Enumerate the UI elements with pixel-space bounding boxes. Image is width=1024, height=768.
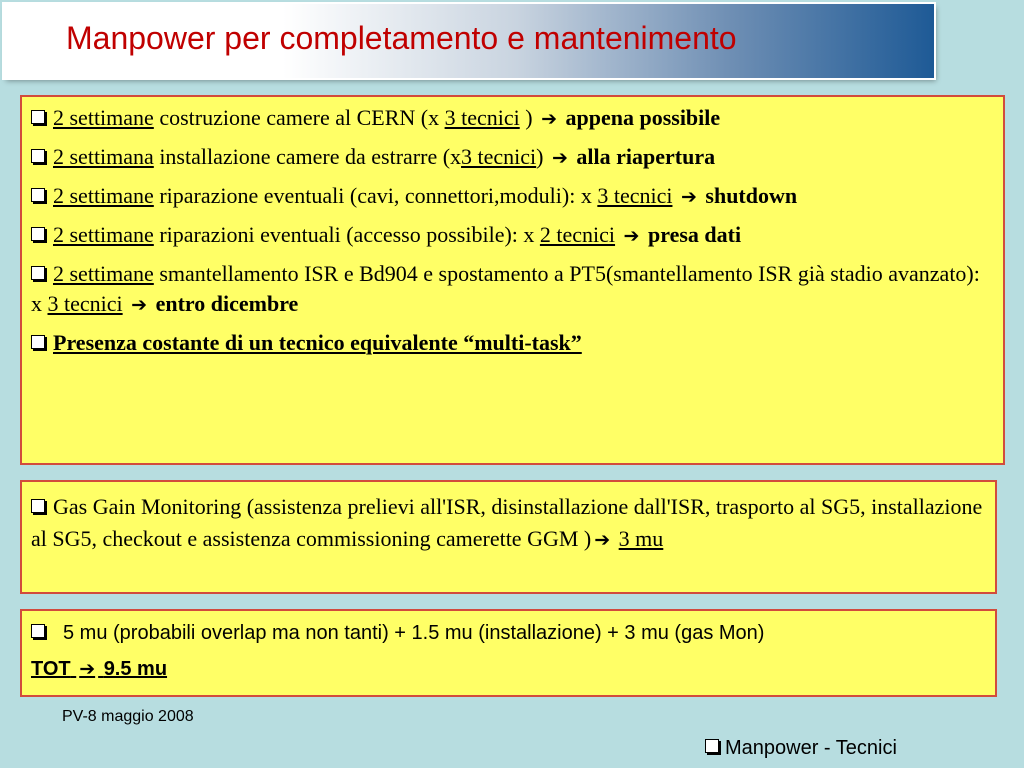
task-tail: ) — [536, 144, 544, 169]
task-technicians: 3 tecnici — [597, 183, 673, 208]
task-tail: ) — [525, 105, 533, 130]
task-period: 2 settimane — [53, 261, 154, 286]
total-label: TOT — [31, 658, 71, 680]
footer-section-label — [705, 737, 897, 760]
total-panel — [20, 609, 997, 697]
task-target: entro dicembre — [155, 291, 299, 316]
slide-title: Manpower per completamento e mantenimento — [66, 20, 737, 56]
task-technicians: 3 tecnici — [47, 291, 123, 316]
checkbox-bullet-icon — [31, 624, 45, 638]
right-arrow-icon: ➔ — [680, 186, 697, 208]
breakdown-text: 5 mu (probabili overlap ma non tanti) + 1.5 mu (installazione) + 3 mu (gas Mon) — [63, 622, 765, 644]
task-description: riparazioni eventuali (accesso possibile): x — [159, 222, 535, 247]
task-technicians: 2 tecnici — [539, 222, 616, 247]
right-arrow-icon: ➔ — [541, 108, 557, 130]
task-target: presa dati — [647, 222, 742, 247]
checkbox-bullet-icon — [31, 188, 45, 202]
task-technicians: 3 tecnici — [461, 144, 537, 169]
ggm-description: Gas Gain Monitoring (assistenza prelievi all'ISR, disinstallazione dall'ISR, trasporto al SG5, installazione al SG5, checkout e assistenza commissioning camerette GGM ) — [31, 494, 983, 551]
task-item-final — [31, 328, 993, 358]
footer-section-text: Manpower - Tecnici — [725, 737, 897, 759]
task-period: 2 settimane — [53, 222, 154, 247]
ggm-item — [31, 491, 985, 556]
total-value: 9.5 mu — [103, 658, 168, 680]
task-item-5 — [31, 259, 993, 320]
task-item-2 — [31, 142, 993, 173]
checkbox-bullet-icon — [705, 739, 719, 753]
task-target: alla riapertura — [576, 144, 716, 169]
total-line — [31, 656, 985, 682]
task-target: appena possibile — [565, 105, 721, 130]
right-arrow-icon: ➔ — [594, 529, 611, 551]
task-description: installazione camere da estrarre (x — [159, 144, 462, 169]
checkbox-bullet-icon — [31, 499, 45, 513]
checkbox-bullet-icon — [31, 110, 45, 124]
task-item-1 — [31, 103, 993, 134]
task-item-3 — [31, 181, 993, 212]
right-arrow-icon: ➔ — [131, 294, 148, 316]
task-technicians: 3 tecnici — [444, 105, 520, 130]
title-bar — [4, 4, 934, 78]
task-description: riparazione eventuali (cavi, connettori,moduli): x — [159, 183, 592, 208]
constant-presence-note: Presenza costante di un tecnico equivalente “multi-task” — [53, 330, 582, 355]
right-arrow-icon: ➔ — [552, 147, 568, 169]
task-period: 2 settimane — [53, 183, 154, 208]
checkbox-bullet-icon — [31, 335, 45, 349]
task-description: smantellamento ISR e Bd904 e spostamento a PT5(smantellamento ISR già stadio avanzato): x — [31, 261, 980, 316]
task-period: 2 settimane — [53, 105, 154, 130]
breakdown-line — [31, 620, 985, 646]
task-target: shutdown — [705, 183, 798, 208]
manpower-tasks-panel — [20, 95, 1005, 465]
checkbox-bullet-icon — [31, 149, 45, 163]
checkbox-bullet-icon — [31, 266, 45, 280]
right-arrow-icon: ➔ — [623, 225, 640, 247]
footer-date: PV-8 maggio 2008 — [62, 708, 194, 725]
task-period: 2 settimana — [53, 144, 154, 169]
gas-gain-monitoring-panel — [20, 480, 997, 594]
checkbox-bullet-icon — [31, 227, 45, 241]
task-item-4 — [31, 220, 993, 251]
ggm-amount: 3 mu — [618, 526, 664, 551]
right-arrow-icon: ➔ — [79, 658, 96, 680]
task-description: costruzione camere al CERN (x — [159, 105, 440, 130]
